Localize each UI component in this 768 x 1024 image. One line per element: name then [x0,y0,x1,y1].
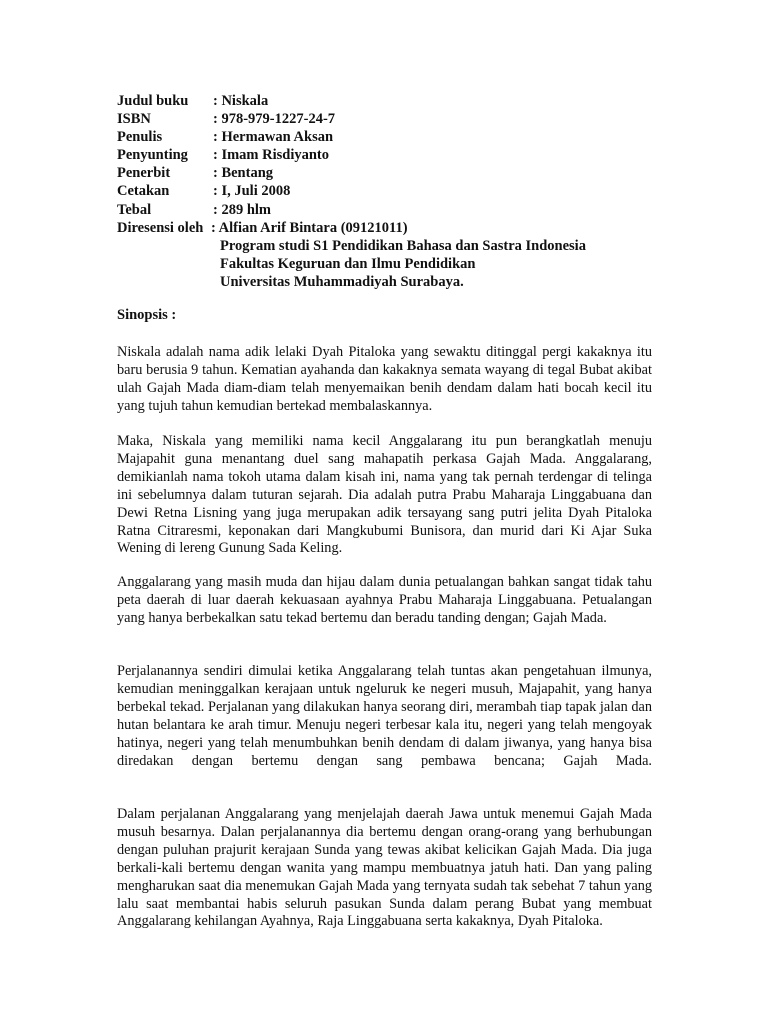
metadata-label: Judul buku [117,93,189,109]
synopsis-paragraph-5: Dalam perjalanan Anggalarang yang menjelajah daerah Jawa untuk menemui Gajah Mada musuh besarnya. Dalan perjalanannya dia bertemu dengan orang-orang yang berhubungan dengan puluhan prajurit kerajaan Sunda yang tewas akibat kelicikan Gajah Mada. Dia juga berkali-kali bertemu dengan wanita yang mampu membuatnya jatuh hati. Dan yang paling mengharukan saat dia menemukan Gajah Mada yang ternyata sudah tak sebehat 7 tahun yang lalu saat membantai habis seluruh pasukan Sunda dalam perang Bubat yang membuat Anggalarang kehilangan Ayahnya, Raja Linggabuana serta kakaknya, Dyah Pitaloka. [117,806,652,930]
reviewer-faculty: Fakultas Keguruan dan Ilmu Pendidikan [220,255,476,272]
synopsis-paragraph-1: Niskala adalah nama adik lelaki Dyah Pitaloka yang sewaktu ditinggal pergi kakaknya itu baru berusia 9 tahun. Kematian ayahanda dan kakaknya semata wayang di tegal Bubat akibat ulah Gajah Mada diam-diam telah menyemaikan benih dendam dalam hati bocah kecil itu yang tujuh tahun kemudian bertekad membalaskannya. [117,344,652,414]
metadata-row-reviewer [117,219,677,237]
synopsis-paragraph-3: Anggalarang yang masih muda dan hijau dalam dunia petualangan bahkan sangat tidak tahu peta daerah di luar daerah kekuasaan ayahnya Prabu Maharaja Linggabuana. Petualangan yang hanya berbekalkan satu tekad bertemu dan beradu tanding dengan; Gajah Mada. [117,574,652,626]
metadata-row-publisher [117,164,677,182]
metadata-value: : Imam Risdiyanto [213,147,330,164]
synopsis-heading: Sinopsis : [117,307,177,323]
metadata-value: : I, Juli 2008 [213,183,291,200]
metadata-value: : Niskala [213,93,269,109]
metadata-value: : 289 hlm [213,201,271,218]
metadata-row-editor [117,146,677,164]
metadata-row-author [117,128,677,146]
metadata-label: Tebal [117,201,152,218]
metadata-value: : Alfian Arif Bintara (09121011) [211,219,408,236]
metadata-label: Penyunting [117,147,188,164]
metadata-label: Cetakan [117,183,170,200]
metadata-row-title [117,92,677,110]
reviewer-study-program: Program studi S1 Pendidikan Bahasa dan Sastra Indonesia [220,237,586,254]
metadata-row-pages [117,201,677,219]
metadata-label: Diresensi oleh [117,219,204,236]
synopsis-paragraph-2: Maka, Niskala yang memiliki nama kecil Anggalarang itu pun berangkatlah menuju Majapahit guna menantang duel sang mahapatih perkasa Gajah Mada. Anggalarang, demikianlah nama tokoh utama dalam kisah ini, nama yang tak pernah terdengar di telinga ini sebelumnya dalam tuturan sejarah. Dia adalah putra Prabu Maharaja Linggabuana dan Dewi Retna Lisning yang juga merupakan adik tersayang sang putri jelita Dyah Pitaloka Ratna Citraresmi, keponakan dari Mangkubumi Bunisora, dan murid dari Ki Ajar Suka Wening di lereng Gunung Sada Keling. [117,433,652,557]
metadata-label: ISBN [117,111,151,128]
synopsis-paragraph-4: Perjalanannya sendiri dimulai ketika Anggalarang telah tuntas akan pengetahuan ilmunya, kemudian meninggalkan kerajaan untuk ngeluruk ke negeri musuh, Majapahit, yang hanya berbekal tekad. Perjalanan yang dilakukan hanya seorang diri, merambah tiap tapak jalan dan hutan belantara ke arah timur. Menuju negeri terbesar kala itu, negeri yang telah mengoyak hatinya, negeri yang telah menumbuhkan benih dendam di dalam jiwanya, yang hanya bisa diredakan dengan bertemu dengan sang pembawa bencana; Gajah Mada. [117,663,652,769]
metadata-label: Penulis [117,129,163,146]
reviewer-university: Universitas Muhammadiyah Surabaya. [220,273,464,290]
metadata-row-isbn [117,110,677,128]
book-metadata [117,92,677,291]
metadata-value: : 978-979-1227-24-7 [213,111,336,128]
metadata-value: : Bentang [213,165,274,182]
metadata-row-printing [117,182,677,200]
metadata-value: : Hermawan Aksan [213,129,334,146]
metadata-label: Penerbit [117,165,171,182]
